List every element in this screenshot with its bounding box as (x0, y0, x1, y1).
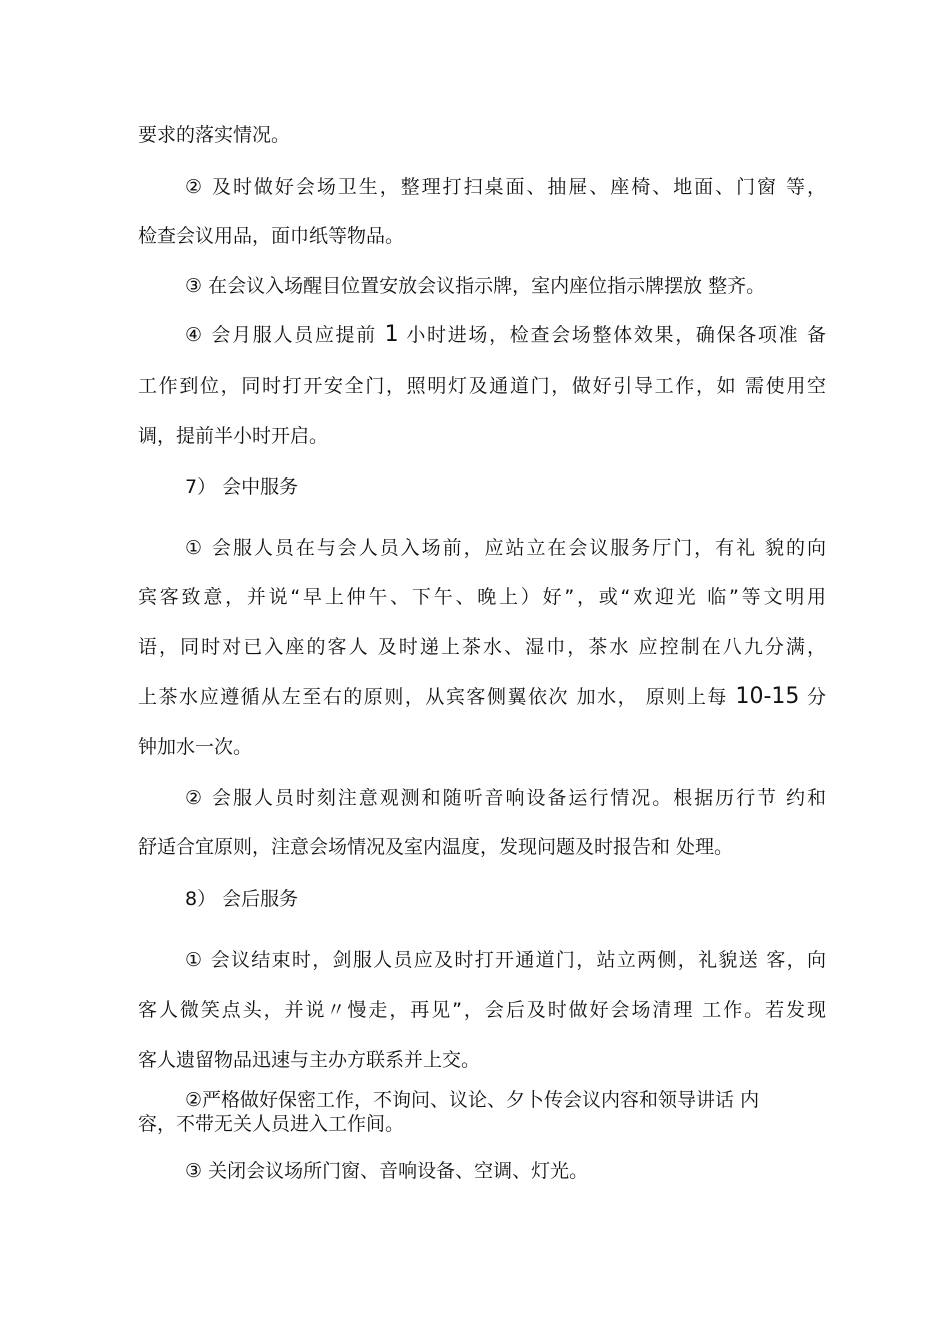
paragraph-line: 客人微笑点头，并说〃慢走，再见”，会后及时做好会场清理 工作。若发现 (138, 999, 826, 1021)
number-segment: 10-15 (735, 684, 800, 709)
paragraph-line: 语，同时对已入座的客人 及时递上茶水、湿巾，茶水 应控制在八九分满， (138, 636, 826, 658)
text-segment: 小时进场，检查会场整体效果，确保各项准 备 (406, 324, 827, 346)
paragraph-line (185, 322, 826, 348)
paragraph-line: 要求的落实情况。 (138, 124, 291, 146)
paragraph-line: 工作到位，同时打开安全门，照明灯及通道门，做好引导工作，如 需使用空 (138, 375, 826, 397)
paragraph-line: 宾客致意，并说“早上仲午、下午、晚上）好”，或“欢迎光 临”等文明用 (138, 586, 826, 608)
paragraph-line: ② 会服人员时刻注意观测和随听音响设备运行情况。根据历行节 约和 (185, 787, 826, 809)
text-segment: 上茶水应遵循从左至右的原则，从宾客侧翼依次 加水， 原则上每 (138, 686, 728, 708)
paragraph-line: 调，提前半小时开启。 (138, 425, 329, 447)
number-segment: 1 (384, 322, 399, 347)
paragraph-line: 钟加水一次。 (138, 736, 253, 758)
paragraph-line: 检查会议用品，面巾纸等物品。 (138, 225, 405, 247)
text-segment: 分 (806, 686, 826, 708)
paragraph-line: 容，不带无关人员进入工作间。 (138, 1113, 405, 1135)
paragraph-line (138, 684, 826, 710)
paragraph-line: 客人遗留物品迅速与主办方联系并上交。 (138, 1049, 481, 1071)
section-heading: 8） 会后服务 (185, 888, 299, 910)
section-heading: 7） 会中服务 (185, 476, 299, 498)
paragraph-line: ②严格做好保密工作，不询问、议论、夕卜传会议内容和领导讲话 内 (185, 1089, 760, 1111)
paragraph-line: ③ 在会议入场醒目位置安放会议指示牌，室内座位指示牌摆放 整齐。 (185, 275, 766, 297)
text-segment: ④ 会月服人员应提前 (185, 324, 377, 346)
paragraph-line: ① 会议结束时，剑服人员应及时打开通道门，站立两侧，礼貌送 客，向 (185, 949, 826, 971)
paragraph-line: 舒适合宜原则，注意会场情况及室内温度，发现问题及时报告和 处理。 (138, 836, 734, 858)
paragraph-line: ① 会服人员在与会人员入场前，应站立在会议服务厅门，有礼 貌的向 (185, 537, 826, 559)
paragraph-line: ② 及时做好会场卫生，整理打扫桌面、抽屉、座椅、地面、门窗 等， (185, 176, 826, 198)
paragraph-line: ③ 关闭会议场所门窗、音响设备、空调、灯光。 (185, 1160, 589, 1182)
